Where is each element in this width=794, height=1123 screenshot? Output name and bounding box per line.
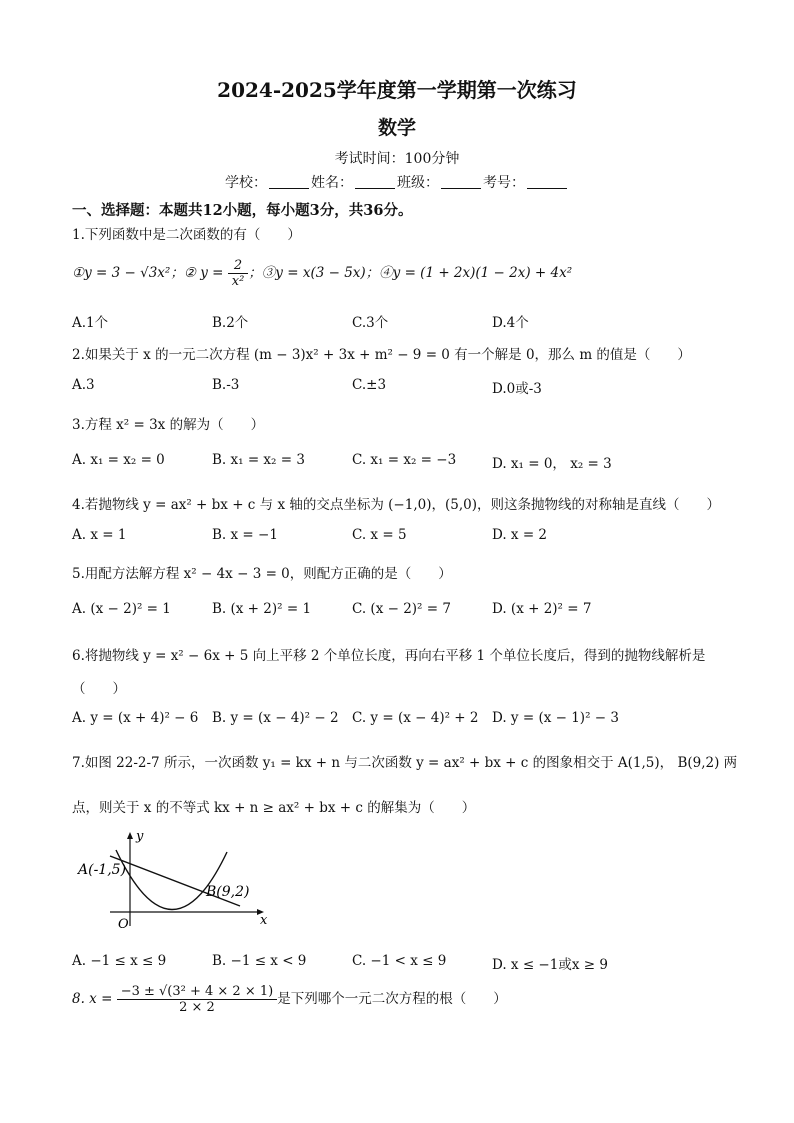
q1-option-b: B.2个 <box>212 315 249 331</box>
exam-title: 2024-2025学年度第一学期第一次练习 <box>217 78 577 102</box>
question-5-stem: 5.用配方法解方程 x² − 4x − 3 = 0，则配方正确的是（ ） <box>72 566 452 582</box>
section-title: 一、选择题：本题共12小题，每小题3分，共36分。 <box>72 202 413 219</box>
point-a-label: A(-1,5) <box>78 862 127 878</box>
q7-option-a: A. −1 ≤ x ≤ 9 <box>72 953 167 969</box>
field-name-blank <box>355 174 395 189</box>
q4-option-b: B. x = −1 <box>212 527 278 543</box>
field-class-blank <box>441 174 481 189</box>
exam-time: 考试时间：100分钟 <box>334 151 460 167</box>
question-8-stem: 8. x = $\frac{\text{−3 ± √(3² + 4 × 2 × 1)}}{2 \times 2}$ 是下列哪个一元二次方程的根（ ） <box>72 984 507 1015</box>
field-school-label: 学校： <box>225 175 267 191</box>
q7-option-b: B. −1 ≤ x < 9 <box>212 953 307 969</box>
q2-option-b: B.-3 <box>212 377 240 393</box>
q1-option-d: D.4个 <box>492 315 529 331</box>
q1-option-c: C.3个 <box>352 315 389 331</box>
q3-option-a: A. x₁ = x₂ = 0 <box>72 452 165 468</box>
q6-option-a: A. y = (x + 4)² − 6 <box>72 710 199 726</box>
q6-option-c: C. y = (x − 4)² + 2 <box>352 710 479 726</box>
question-1-fraction: $\frac{2}{\text{x²}}$ <box>228 258 249 289</box>
q4-option-a: A. x = 1 <box>72 527 127 543</box>
q7-option-c: C. −1 < x ≤ 9 <box>352 953 447 969</box>
point-b-label: B(9,2) <box>206 884 250 900</box>
q3-option-d: D. x₁ = 0， x₂ = 3 <box>492 456 612 472</box>
question-1-stem: 1.下列函数中是二次函数的有（ ） <box>72 227 301 243</box>
x-axis-label: x <box>260 913 268 928</box>
student-info-line <box>0 172 794 192</box>
question-6-stem: 6.将抛物线 y = x² − 6x + 5 向上平移 2 个单位长度，再向右平移 1 个单位长度后，得到的抛物线解析是 <box>72 648 706 664</box>
field-name-label: 姓名： <box>311 175 353 191</box>
q5-option-a: A. (x − 2)² = 1 <box>72 601 171 617</box>
q5-option-d: D. (x + 2)² = 7 <box>492 601 592 617</box>
question-3-stem: 3.方程 x² = 3x 的解为（ ） <box>72 417 265 433</box>
exam-subject: 数学 <box>377 117 416 139</box>
q2-option-a: A.3 <box>72 377 95 393</box>
q5-option-c: C. (x − 2)² = 7 <box>352 601 451 617</box>
question-7-figure <box>72 828 272 940</box>
question-2-stem: 2.如果关于 x 的一元二次方程 (m − 3)x² + 3x + m² − 9 = 0 有一个解是 0，那么 m 的值是（ ） <box>72 347 691 363</box>
question-7-stem-cont: 点，则关于 x 的不等式 kx + n ≥ ax² + bx + c 的解集为（ ） <box>72 800 476 816</box>
question-8-fraction: $\frac{\text{−3 ± √(3² + 4 × 2 × 1)}}{2 \times 2}$ <box>117 984 278 1015</box>
q2-option-c: C.±3 <box>352 377 387 393</box>
y-axis-arrow-icon <box>127 832 133 839</box>
field-school-blank <box>269 174 309 189</box>
question-1-expression: ①y = 3 − √3x²；② y = $\frac{2}{\text{x²}}$ ；③y = x(3 − 5x)；④y = (1 + 2x)(1 − 2x) + 4x² <box>72 258 573 289</box>
q2-option-d: D.0或-3 <box>492 381 542 397</box>
question-7-stem: 7.如图 22-2-7 所示，一次函数 y₁ = kx + n 与二次函数 y = ax² + bx + c 的图象相交于 A(1,5)， B(9,2) 两 <box>72 755 738 771</box>
q7-option-d: D. x ≤ −1或x ≥ 9 <box>492 957 608 973</box>
q3-option-b: B. x₁ = x₂ = 3 <box>212 452 305 468</box>
q4-option-d: D. x = 2 <box>492 527 548 543</box>
y-axis-label: y <box>136 829 144 844</box>
q4-option-c: C. x = 5 <box>352 527 407 543</box>
q6-option-d: D. y = (x − 1)² − 3 <box>492 710 619 726</box>
q3-option-c: C. x₁ = x₂ = −3 <box>352 452 457 468</box>
field-id-blank <box>527 174 567 189</box>
field-class-label: 班级： <box>397 175 439 191</box>
q1-option-a: A.1个 <box>72 315 109 331</box>
origin-label: O <box>118 917 129 932</box>
field-id-label: 考号： <box>483 175 525 191</box>
q6-option-b: B. y = (x − 4)² − 2 <box>212 710 339 726</box>
question-6-stem-cont: （ ） <box>72 681 126 697</box>
question-4-stem: 4.若抛物线 y = ax² + bx + c 与 x 轴的交点坐标为 (−1,0)，(5,0)，则这条抛物线的对称轴是直线（ ） <box>72 497 720 513</box>
q5-option-b: B. (x + 2)² = 1 <box>212 601 312 617</box>
